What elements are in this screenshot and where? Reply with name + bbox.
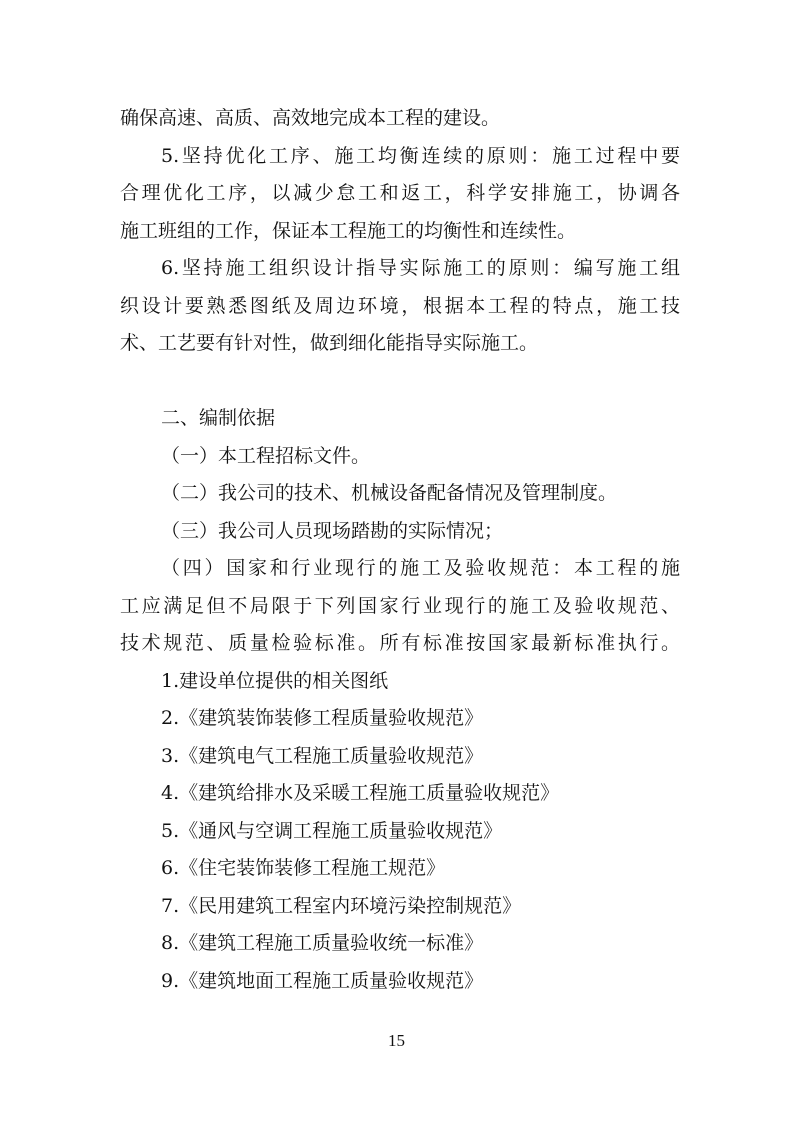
basis-item-4-paragraph	[120, 550, 680, 663]
basis-item: （三）我公司人员现场踏勘的实际情况；	[161, 519, 504, 542]
section-heading: 二、编制依据	[161, 407, 276, 429]
blank-line	[120, 363, 680, 401]
basis-item: （一）本工程招标文件。	[161, 444, 371, 467]
standard-item: 7.《民用建筑工程室内环境污染控制规范》	[161, 894, 522, 917]
standard-item: 3.《建筑电气工程施工质量验收规范》	[161, 744, 484, 767]
page-body	[120, 100, 680, 1000]
standard-item: 5.《通风与空调工程施工质量验收规范》	[161, 819, 503, 842]
paragraph-line: 确保高速、高质、高效地完成本工程的建设。	[120, 107, 501, 129]
standard-item: 9.《建筑地面工程施工质量验收规范》	[161, 969, 484, 992]
standard-item: 1.建设单位提供的相关图纸	[161, 669, 389, 692]
paragraph-line: （四）国家和行业现行的施工及验收规范：本工程的施	[161, 557, 680, 579]
standard-item: 6.《住宅装饰装修工程施工规范》	[161, 857, 446, 879]
paragraph-line: 合理优化工序，以减少怠工和返工，科学安排施工，协调各	[120, 182, 680, 204]
standard-item: 2.《建筑装饰装修工程质量验收规范》	[161, 707, 484, 729]
paragraph-line: 术、工艺要有针对性，做到细化能指导实际施工。	[120, 332, 539, 354]
standard-item: 4.《建筑给排水及采暖工程施工质量验收规范》	[161, 782, 560, 804]
standards-list	[120, 663, 680, 1001]
paragraph-line: 6.坚持施工组织设计指导实际施工的原则：编写施工组	[161, 257, 680, 279]
basis-item: （二）我公司的技术、机械设备配备情况及管理制度。	[161, 482, 618, 504]
paragraph-line: 5.坚持优化工序、施工均衡连续的原则：施工过程中要	[161, 144, 680, 167]
paragraph-line: 施工班组的工作，保证本工程施工的均衡性和连续性。	[120, 219, 577, 242]
principle-5-paragraph	[120, 138, 680, 251]
paragraph-line: 技术规范、质量检验标准。所有标准按国家最新标准执行。	[120, 632, 680, 654]
page-number: 15	[388, 1031, 405, 1050]
standard-item: 8.《建筑工程施工质量验收统一标准》	[161, 932, 484, 954]
paragraph-line: 工应满足但不局限于下列国家行业现行的施工及验收规范、	[120, 594, 680, 617]
paragraph-line: 织设计要熟悉图纸及周边环境，根据本工程的特点，施工技	[120, 294, 680, 317]
principle-6-paragraph	[120, 250, 680, 363]
